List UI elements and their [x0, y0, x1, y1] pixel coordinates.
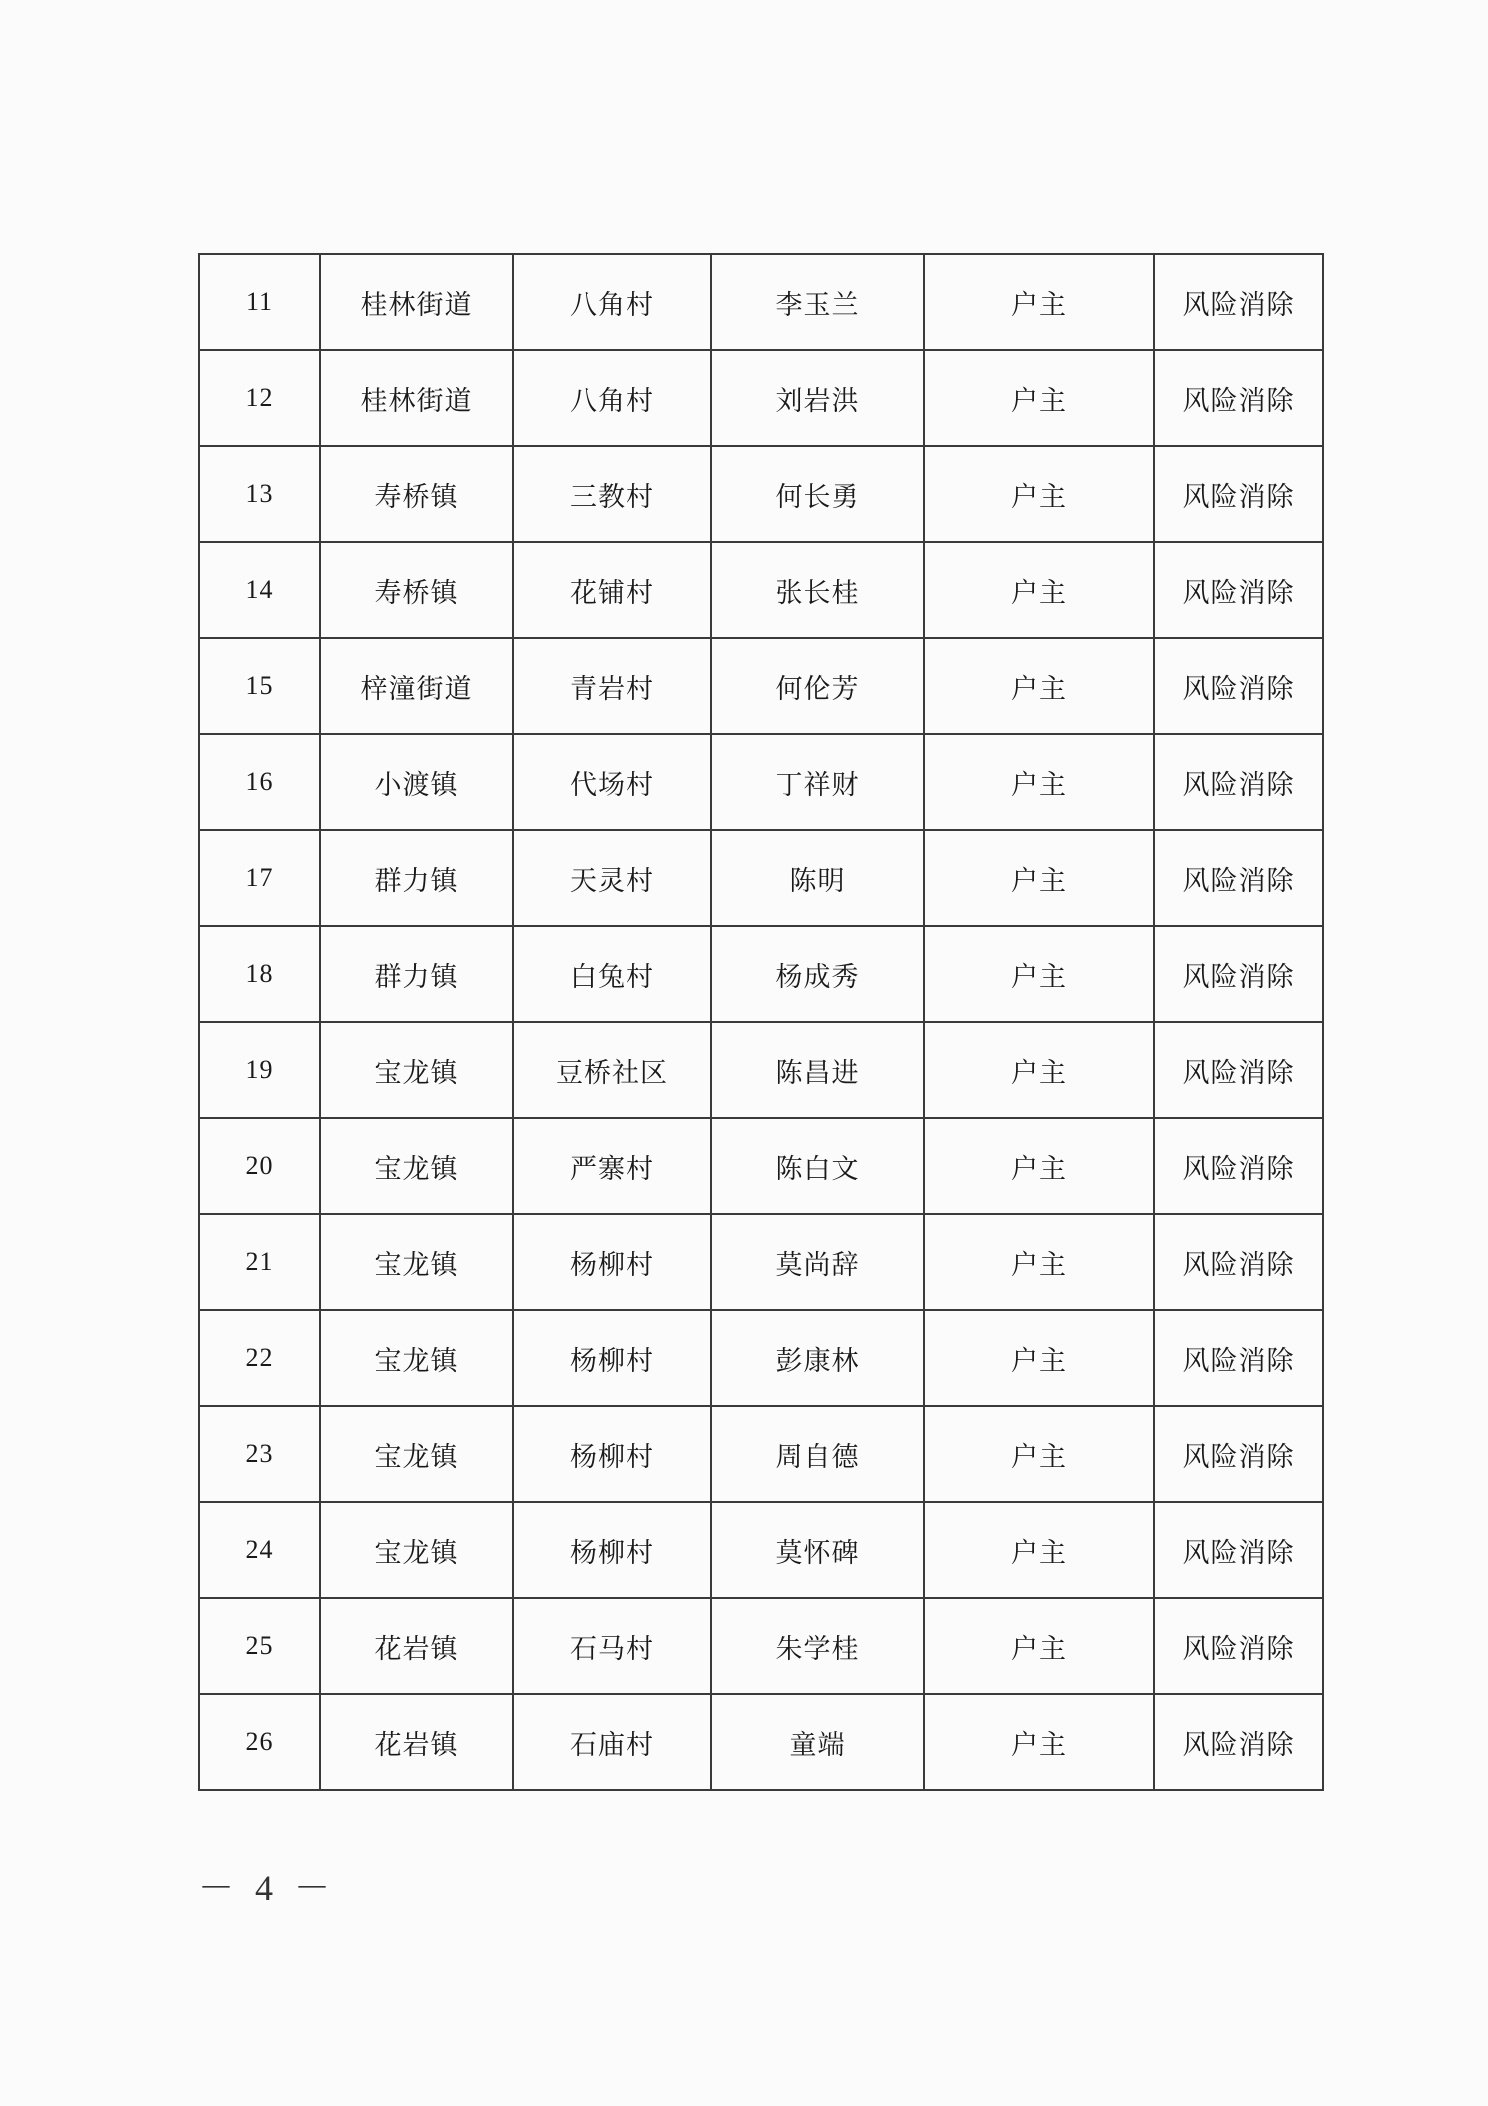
relation-cell: 户主	[924, 926, 1154, 1022]
town-cell: 花岩镇	[320, 1598, 513, 1694]
row-number-cell: 11	[199, 254, 320, 350]
person-name-cell: 陈明	[711, 830, 924, 926]
row-number-cell: 14	[199, 542, 320, 638]
person-name-cell: 莫尚辞	[711, 1214, 924, 1310]
status-cell: 风险消除	[1154, 734, 1323, 830]
town-cell: 群力镇	[320, 830, 513, 926]
status-cell: 风险消除	[1154, 1406, 1323, 1502]
row-number-cell: 24	[199, 1502, 320, 1598]
status-cell: 风险消除	[1154, 350, 1323, 446]
relation-cell: 户主	[924, 1502, 1154, 1598]
row-number-cell: 25	[199, 1598, 320, 1694]
person-name-cell: 彭康林	[711, 1310, 924, 1406]
household-table-body	[199, 254, 1323, 1790]
table-row	[199, 1118, 1323, 1214]
village-cell: 八角村	[513, 350, 711, 446]
person-name-cell: 朱学桂	[711, 1598, 924, 1694]
relation-cell: 户主	[924, 542, 1154, 638]
relation-cell: 户主	[924, 1118, 1154, 1214]
town-cell: 梓潼街道	[320, 638, 513, 734]
status-cell: 风险消除	[1154, 446, 1323, 542]
table-row	[199, 638, 1323, 734]
town-cell: 宝龙镇	[320, 1406, 513, 1502]
village-cell: 杨柳村	[513, 1502, 711, 1598]
town-cell: 宝龙镇	[320, 1310, 513, 1406]
village-cell: 石庙村	[513, 1694, 711, 1790]
village-cell: 代场村	[513, 734, 711, 830]
table-row	[199, 926, 1323, 1022]
town-cell: 宝龙镇	[320, 1502, 513, 1598]
status-cell: 风险消除	[1154, 1022, 1323, 1118]
person-name-cell: 李玉兰	[711, 254, 924, 350]
relation-cell: 户主	[924, 830, 1154, 926]
village-cell: 三教村	[513, 446, 711, 542]
row-number-cell: 17	[199, 830, 320, 926]
relation-cell: 户主	[924, 1406, 1154, 1502]
village-cell: 天灵村	[513, 830, 711, 926]
town-cell: 宝龙镇	[320, 1022, 513, 1118]
row-number-cell: 13	[199, 446, 320, 542]
person-name-cell: 陈白文	[711, 1118, 924, 1214]
person-name-cell: 杨成秀	[711, 926, 924, 1022]
status-cell: 风险消除	[1154, 926, 1323, 1022]
status-cell: 风险消除	[1154, 1214, 1323, 1310]
person-name-cell: 何长勇	[711, 446, 924, 542]
village-cell: 石马村	[513, 1598, 711, 1694]
row-number-cell: 20	[199, 1118, 320, 1214]
person-name-cell: 张长桂	[711, 542, 924, 638]
table-row	[199, 1022, 1323, 1118]
status-cell: 风险消除	[1154, 1598, 1323, 1694]
row-number-cell: 22	[199, 1310, 320, 1406]
row-number-cell: 16	[199, 734, 320, 830]
status-cell: 风险消除	[1154, 638, 1323, 734]
relation-cell: 户主	[924, 1310, 1154, 1406]
row-number-cell: 23	[199, 1406, 320, 1502]
status-cell: 风险消除	[1154, 542, 1323, 638]
status-cell: 风险消除	[1154, 1118, 1323, 1214]
town-cell: 桂林街道	[320, 254, 513, 350]
row-number-cell: 21	[199, 1214, 320, 1310]
town-cell: 寿桥镇	[320, 542, 513, 638]
town-cell: 桂林街道	[320, 350, 513, 446]
page-number: － 4 －	[198, 1868, 337, 1908]
table-row	[199, 1598, 1323, 1694]
relation-cell: 户主	[924, 734, 1154, 830]
village-cell: 严寨村	[513, 1118, 711, 1214]
person-name-cell: 周自德	[711, 1406, 924, 1502]
relation-cell: 户主	[924, 1694, 1154, 1790]
relation-cell: 户主	[924, 1214, 1154, 1310]
village-cell: 青岩村	[513, 638, 711, 734]
row-number-cell: 18	[199, 926, 320, 1022]
table-row	[199, 446, 1323, 542]
person-name-cell: 陈昌进	[711, 1022, 924, 1118]
town-cell: 小渡镇	[320, 734, 513, 830]
village-cell: 杨柳村	[513, 1310, 711, 1406]
status-cell: 风险消除	[1154, 1502, 1323, 1598]
status-cell: 风险消除	[1154, 1694, 1323, 1790]
table-row	[199, 734, 1323, 830]
status-cell: 风险消除	[1154, 830, 1323, 926]
row-number-cell: 26	[199, 1694, 320, 1790]
relation-cell: 户主	[924, 1022, 1154, 1118]
town-cell: 寿桥镇	[320, 446, 513, 542]
town-cell: 宝龙镇	[320, 1214, 513, 1310]
village-cell: 杨柳村	[513, 1214, 711, 1310]
relation-cell: 户主	[924, 446, 1154, 542]
village-cell: 豆桥社区	[513, 1022, 711, 1118]
row-number-cell: 19	[199, 1022, 320, 1118]
town-cell: 花岩镇	[320, 1694, 513, 1790]
village-cell: 白兔村	[513, 926, 711, 1022]
person-name-cell: 丁祥财	[711, 734, 924, 830]
village-cell: 杨柳村	[513, 1406, 711, 1502]
relation-cell: 户主	[924, 254, 1154, 350]
table-row	[199, 1694, 1323, 1790]
table-row	[199, 830, 1323, 926]
table-row	[199, 1406, 1323, 1502]
person-name-cell: 莫怀碑	[711, 1502, 924, 1598]
person-name-cell: 童端	[711, 1694, 924, 1790]
table-row	[199, 350, 1323, 446]
relation-cell: 户主	[924, 1598, 1154, 1694]
table-row	[199, 1214, 1323, 1310]
table-row	[199, 1502, 1323, 1598]
village-cell: 花铺村	[513, 542, 711, 638]
table-row	[199, 542, 1323, 638]
table-row	[199, 1310, 1323, 1406]
town-cell: 宝龙镇	[320, 1118, 513, 1214]
person-name-cell: 刘岩洪	[711, 350, 924, 446]
relation-cell: 户主	[924, 638, 1154, 734]
status-cell: 风险消除	[1154, 254, 1323, 350]
row-number-cell: 12	[199, 350, 320, 446]
town-cell: 群力镇	[320, 926, 513, 1022]
household-table	[198, 253, 1324, 1791]
person-name-cell: 何伦芳	[711, 638, 924, 734]
status-cell: 风险消除	[1154, 1310, 1323, 1406]
row-number-cell: 15	[199, 638, 320, 734]
table-row	[199, 254, 1323, 350]
village-cell: 八角村	[513, 254, 711, 350]
relation-cell: 户主	[924, 350, 1154, 446]
